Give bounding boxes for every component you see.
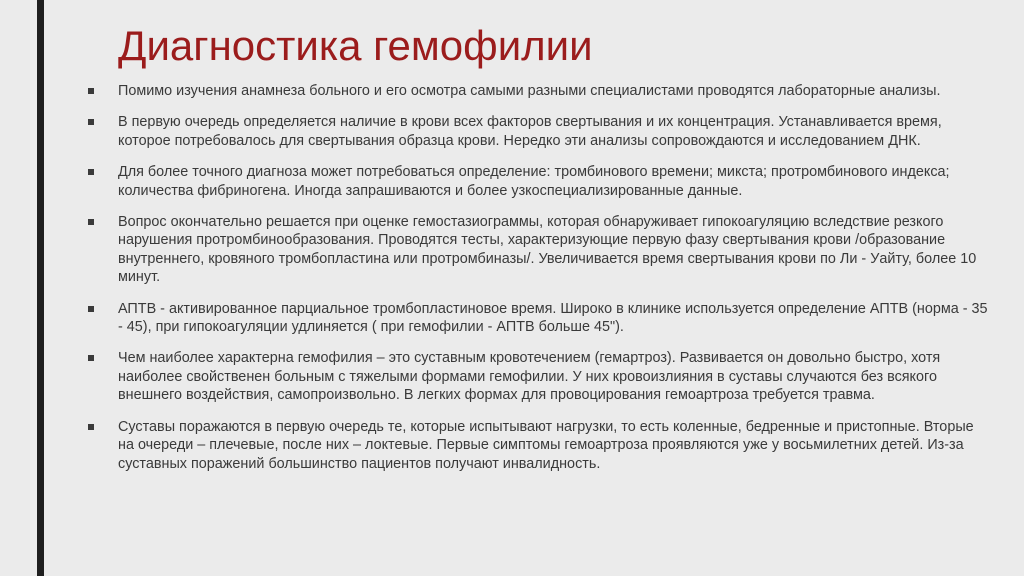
list-item [88,349,993,404]
bullet-list [88,82,993,486]
list-item [88,213,993,287]
bullet-text: Вопрос окончательно решается при оценке гемостазиограммы, которая обнаруживает гипокоагуляцию вследствие резкого нарушения протромбинообразования. Проводятся тесты, характеризующие первую фазу свертывания крови /образование внутреннего, кровяного тромбопластина или протромбиназы/. Увеличивается время свертывания крови по Ли - Уайту, более 10 минут. [118,214,977,286]
vertical-accent-line [37,0,44,576]
list-item [88,82,993,100]
list-item [88,113,993,150]
square-bullet-icon [88,306,94,312]
list-item [88,300,993,337]
slide-title: Диагностика гемофилии [118,22,593,69]
list-item [88,418,993,473]
bullet-text: Помимо изучения анамнеза больного и его осмотра самыми разными специалистами проводятся лабораторные анализы. [118,83,941,99]
square-bullet-icon [88,355,94,361]
bullet-text: Суставы поражаются в первую очередь те, которые испытывают нагрузки, то есть коленные, бедренные и пристопные. Вторые на очереди – плечевые, после них – локтевые. Первые симптомы гемоартроза проявляются уже у восьмилетних детей. Из-за суставных поражений большинство пациентов получают инвалидность. [118,418,974,472]
square-bullet-icon [88,119,94,125]
bullet-text: В первую очередь определяется наличие в крови всех факторов свертывания и их концентрация. Устанавливается время, которое потребовалось для свертывания образца крови. Нередко эти анализы сопровождаются и исследованием ДНК. [118,114,942,149]
square-bullet-icon [88,424,94,430]
list-item [88,163,993,200]
bullet-text: Для более точного диагноза может потребоваться определение: тромбинового времени; микста; протромбинового индекса; количества фибриногена. Иногда запрашиваются и более узкоспециализированные данные. [118,164,950,199]
slide-left-margin [0,0,40,576]
square-bullet-icon [88,169,94,175]
bullet-text: Чем наиболее характерна гемофилия – это суставным кровотечением (гемартроз). Развивается он довольно быстро, хотя наиболее свойственен больным с тяжелыми формами гемофилии. У них кровоизлияния в суставы случаются без всякого внешнего воздействия, самопроизвольно. В легких формах для провоцирования гемоартроза требуется травма. [118,350,941,404]
square-bullet-icon [88,219,94,225]
square-bullet-icon [88,88,94,94]
bullet-text: АПТВ - активированное парциальное тромбопластиновое время. Широко в клинике используется определение АПТВ (норма - 35 - 45), при гипокоагуляции удлиняется ( при гемофилии - АПТВ больше 45"). [118,300,988,336]
